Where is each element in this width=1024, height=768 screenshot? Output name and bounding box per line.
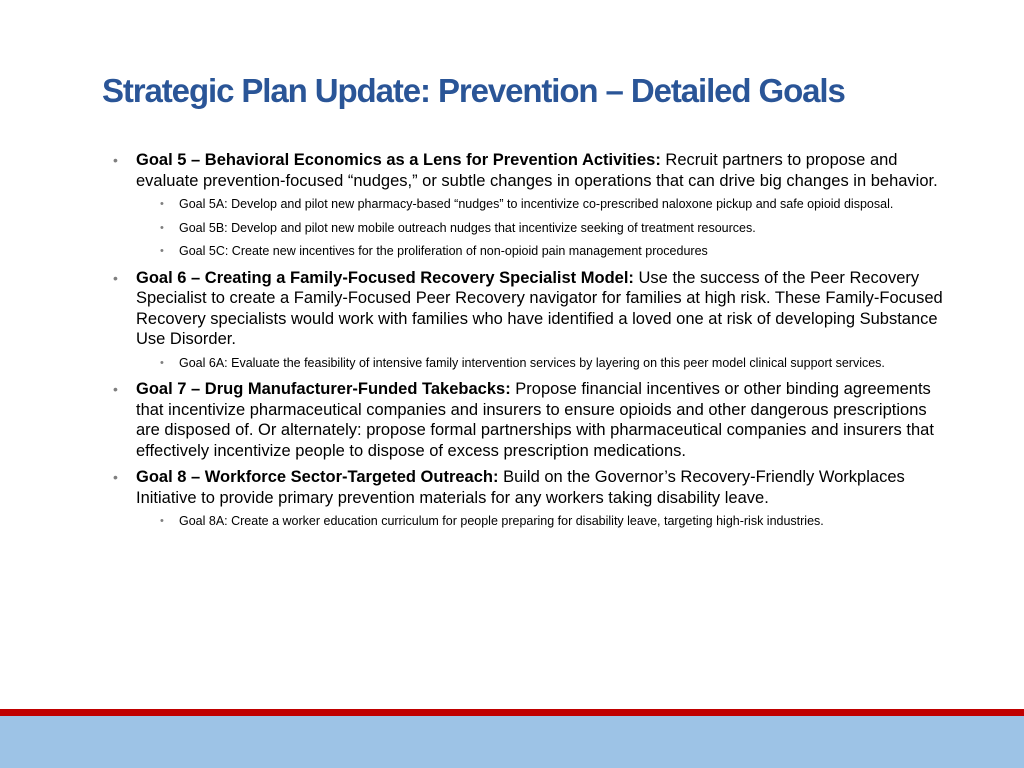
goal-6-subgoals — [136, 356, 943, 372]
goal-8-text: Build on the Governor’s Recovery-Friendly Workplaces Initiative to provide primary prevention materials for any workers taking disability leave. — [136, 468, 905, 507]
goal-6a-text: Goal 6A: Evaluate the feasibility of intensive family intervention services by layering on this peer model clinical support services. — [179, 355, 885, 370]
bullet-icon: • — [160, 356, 164, 369]
goal-5 — [113, 150, 943, 260]
goal-7 — [113, 379, 943, 461]
goal-8 — [113, 467, 943, 530]
slide-title: Strategic Plan Update: Prevention – Detailed Goals — [102, 72, 845, 109]
goal-6 — [113, 268, 943, 372]
goal-7-text: Propose financial incentives or other binding agreements that incentivize pharmaceutical companies and insurers to ensure opioids and other dangerous prescriptions are disposed of. Or alternately: propose formal partnerships with pharmaceutical companies and insurers that effectively incentivize people to dispose of excess prescription medications. — [136, 380, 934, 460]
goal-8a — [136, 514, 943, 530]
bullet-icon: • — [160, 245, 164, 257]
bullet-icon: • — [160, 198, 164, 210]
goal-8-title: Goal 8 – Workforce Sector-Targeted Outreach: — [136, 468, 499, 486]
goal-7-title: Goal 7 – Drug Manufacturer-Funded Takebacks: — [136, 380, 511, 398]
bullet-icon: • — [113, 269, 118, 286]
bullet-icon: • — [113, 152, 118, 168]
goal-5b-text: Goal 5B: Develop and pilot new mobile outreach nudges that incentivize seeking of treatment resources. — [179, 220, 756, 235]
goal-5c-text: Goal 5C: Create new incentives for the proliferation of non-opioid pain management procedures — [179, 244, 708, 258]
goal-6a — [136, 356, 943, 372]
goal-5a — [136, 197, 943, 213]
goal-5b — [136, 221, 943, 237]
goal-5c — [136, 244, 943, 260]
bullet-icon: • — [160, 221, 164, 234]
goal-5a-text: Goal 5A: Develop and pilot new pharmacy-based “nudges” to incentivize co-prescribed naloxone pickup and safe opioid disposal. — [179, 197, 894, 211]
goal-5-title: Goal 5 – Behavioral Economics as a Lens for Prevention Activities: — [136, 151, 661, 169]
goal-6-title: Goal 6 – Creating a Family-Focused Recovery Specialist Model: — [136, 268, 634, 287]
goal-6-text: Use the success of the Peer Recovery Specialist to create a Family-Focused Peer Recovery navigator for families at high risk. These Family-Focused Recovery specialists would work with families who have identified a loved one at risk of developing Substance Use Disorder. — [136, 268, 943, 348]
bullet-icon: • — [113, 469, 118, 485]
goal-5-subgoals — [136, 197, 943, 260]
footer-red-stripe — [0, 709, 1024, 716]
bullet-icon: • — [113, 381, 118, 397]
footer-blue-band — [0, 716, 1024, 768]
goal-5-text: Recruit partners to propose and evaluate prevention-focused “nudges,” or subtle changes in operations that can drive big changes in behavior. — [136, 151, 938, 190]
goal-8-subgoals — [136, 514, 943, 530]
goals-list — [113, 150, 943, 538]
bullet-icon: • — [160, 515, 164, 527]
goal-8a-text: Goal 8A: Create a worker education curriculum for people preparing for disability leave, targeting high-risk industries. — [179, 514, 824, 528]
